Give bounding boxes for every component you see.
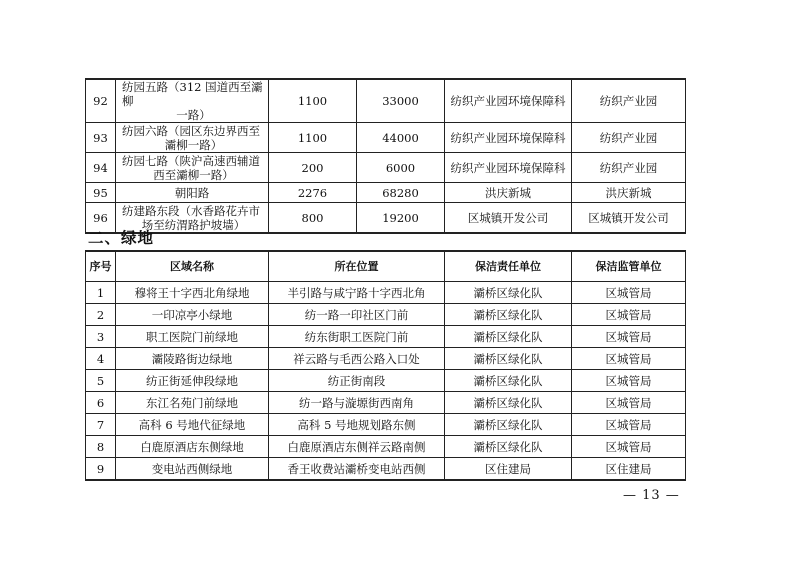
- responsible-unit: 区住建局: [445, 458, 572, 481]
- location: 白鹿原酒店东侧祥云路南侧: [269, 436, 445, 458]
- row-number: 95: [86, 183, 116, 203]
- responsible-unit: 灞桥区绿化队: [445, 326, 572, 348]
- responsible-unit: 洪庆新城: [445, 183, 572, 203]
- area-name: 一印凉亭小绿地: [116, 304, 269, 326]
- supervisor-unit: 纺织产业园: [572, 123, 686, 153]
- area-name: 纺正街延伸段绿地: [116, 370, 269, 392]
- area-name: 穆将王十字西北角绿地: [116, 282, 269, 304]
- area-value: 1100: [269, 79, 357, 123]
- table-row: [86, 153, 686, 183]
- supervisor-unit: 洪庆新城: [572, 183, 686, 203]
- area-value: 200: [269, 153, 357, 183]
- location: 纺一路与漩塬街西南角: [269, 392, 445, 414]
- location: 纺正街南段: [269, 370, 445, 392]
- table-row: [86, 458, 686, 481]
- area-name: 东江名苑门前绿地: [116, 392, 269, 414]
- amount-value: 6000: [357, 153, 445, 183]
- road-name: 纺园六路（园区东边界西至 灞柳一路）: [116, 123, 269, 153]
- supervisor-unit: 区城管局: [572, 326, 686, 348]
- row-number: 8: [86, 436, 116, 458]
- table-row: [86, 123, 686, 153]
- supervisor-unit: 区城镇开发公司: [572, 203, 686, 234]
- area-value: 800: [269, 203, 357, 234]
- table-row: [86, 183, 686, 203]
- table-row: [86, 79, 686, 123]
- supervisor-unit: 区城管局: [572, 392, 686, 414]
- location: 高科 5 号地规划路东侧: [269, 414, 445, 436]
- responsible-unit: 灞桥区绿化队: [445, 392, 572, 414]
- road-name: 朝阳路: [116, 183, 269, 203]
- row-number: 3: [86, 326, 116, 348]
- area-value: 2276: [269, 183, 357, 203]
- area-value: 1100: [269, 123, 357, 153]
- table-row: [86, 304, 686, 326]
- header-supervisor-unit: 保洁监管单位: [572, 251, 686, 282]
- table-row: [86, 348, 686, 370]
- row-number: 6: [86, 392, 116, 414]
- responsible-unit: 灞桥区绿化队: [445, 348, 572, 370]
- supervisor-unit: 纺织产业园: [572, 153, 686, 183]
- road-name: 纺园五路（312 国道西至灞柳 一路）: [116, 79, 269, 123]
- area-name: 灞陵路街边绿地: [116, 348, 269, 370]
- responsible-unit: 区城镇开发公司: [445, 203, 572, 234]
- location: 纺一路一印社区门前: [269, 304, 445, 326]
- supervisor-unit: 纺织产业园: [572, 79, 686, 123]
- section-heading: 二、绿地: [88, 229, 155, 247]
- table-row: [86, 326, 686, 348]
- table-row: [86, 203, 686, 234]
- header-number: 序号: [86, 251, 116, 282]
- row-number: 1: [86, 282, 116, 304]
- amount-value: 68280: [357, 183, 445, 203]
- supervisor-unit: 区城管局: [572, 414, 686, 436]
- header-area-name: 区域名称: [116, 251, 269, 282]
- location: 半引路与咸宁路十字西北角: [269, 282, 445, 304]
- header-location: 所在位置: [269, 251, 445, 282]
- table-row: [86, 370, 686, 392]
- table-row: [86, 282, 686, 304]
- area-name: 职工医院门前绿地: [116, 326, 269, 348]
- location: 香王收费站灞桥变电站西侧: [269, 458, 445, 481]
- header-responsible-unit: 保洁责任单位: [445, 251, 572, 282]
- responsible-unit: 灞桥区绿化队: [445, 414, 572, 436]
- roads-table: [85, 78, 686, 234]
- row-number: 93: [86, 123, 116, 153]
- green-space-table: [85, 250, 686, 481]
- amount-value: 19200: [357, 203, 445, 234]
- supervisor-unit: 区城管局: [572, 282, 686, 304]
- area-name: 高科 6 号地代征绿地: [116, 414, 269, 436]
- row-number: 2: [86, 304, 116, 326]
- location: 纺东街职工医院门前: [269, 326, 445, 348]
- row-number: 92: [86, 79, 116, 123]
- row-number: 4: [86, 348, 116, 370]
- responsible-unit: 纺织产业园环境保障科: [445, 153, 572, 183]
- responsible-unit: 灞桥区绿化队: [445, 436, 572, 458]
- responsible-unit: 灞桥区绿化队: [445, 282, 572, 304]
- amount-value: 44000: [357, 123, 445, 153]
- row-number: 7: [86, 414, 116, 436]
- page-number: — 13 —: [623, 488, 680, 503]
- row-number: 9: [86, 458, 116, 481]
- table-header-row: [86, 251, 686, 282]
- supervisor-unit: 区城管局: [572, 370, 686, 392]
- supervisor-unit: 区城管局: [572, 436, 686, 458]
- road-name: 纺园七路（陕沪高速西辅道 西至灞柳一路）: [116, 153, 269, 183]
- supervisor-unit: 区城管局: [572, 348, 686, 370]
- area-name: 白鹿原酒店东侧绿地: [116, 436, 269, 458]
- road-name: 纺建路东段（水香路花卉市 场至纺渭路护坡墙）: [116, 203, 269, 234]
- responsible-unit: 灞桥区绿化队: [445, 304, 572, 326]
- area-name: 变电站西侧绿地: [116, 458, 269, 481]
- row-number: 5: [86, 370, 116, 392]
- location: 祥云路与毛西公路入口处: [269, 348, 445, 370]
- supervisor-unit: 区住建局: [572, 458, 686, 481]
- table-row: [86, 436, 686, 458]
- table-row: [86, 392, 686, 414]
- responsible-unit: 纺织产业园环境保障科: [445, 79, 572, 123]
- responsible-unit: 灞桥区绿化队: [445, 370, 572, 392]
- responsible-unit: 纺织产业园环境保障科: [445, 123, 572, 153]
- row-number: 96: [86, 203, 116, 234]
- amount-value: 33000: [357, 79, 445, 123]
- supervisor-unit: 区城管局: [572, 304, 686, 326]
- table-row: [86, 414, 686, 436]
- row-number: 94: [86, 153, 116, 183]
